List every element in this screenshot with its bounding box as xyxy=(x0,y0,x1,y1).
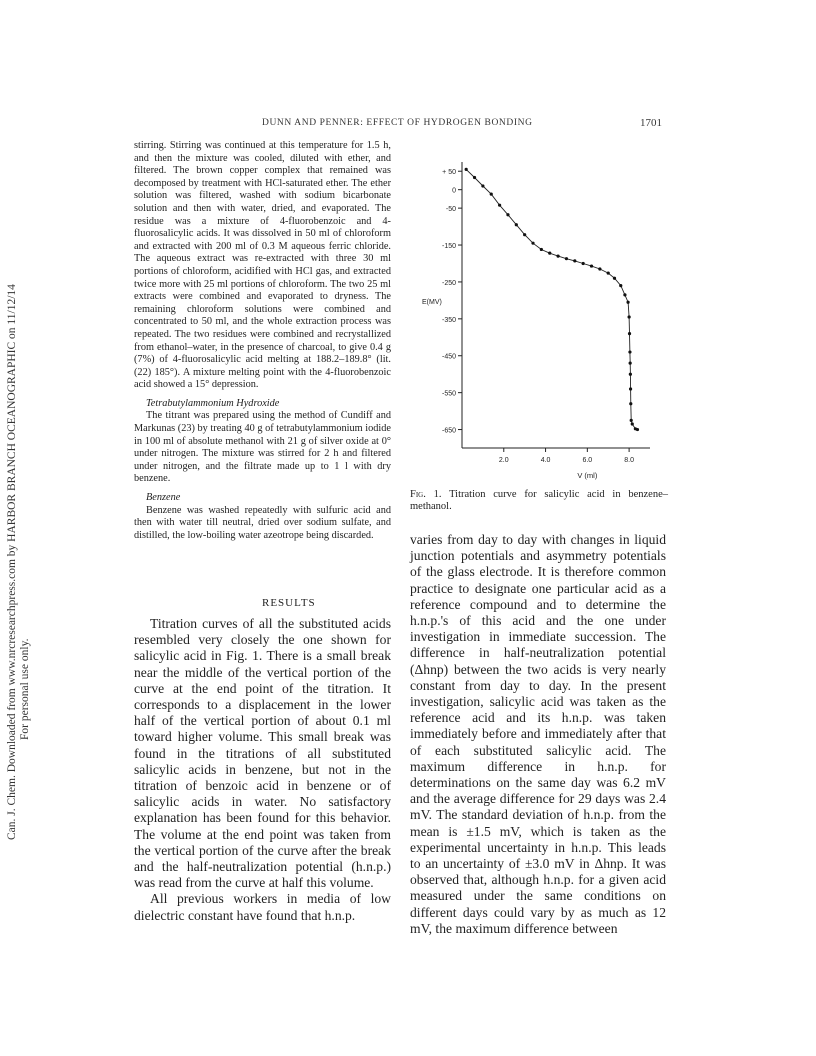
titrant-paragraph: The titrant was prepared using the method of Cundiff and Markunas (23) by treating 40 g of tetrabutylammonium iodide in 100 ml of absolute methanol with 21 g of silver oxide at 0° under nitrogen. The mixture was stirred for 2 h and filtered under nitrogen, and the filtrate made up to 1 l with dry benzene. xyxy=(134,410,391,485)
right-column xyxy=(410,532,666,937)
data-point xyxy=(523,233,526,236)
y-tick-label: -250 xyxy=(441,279,456,287)
personal-use-notice: For personal use only. xyxy=(19,638,31,740)
y-tick-label: -450 xyxy=(441,353,456,361)
subhead-titrant: Tetrabutylammonium Hydroxide xyxy=(146,397,280,409)
data-point xyxy=(582,262,585,265)
y-tick-label: -350 xyxy=(441,316,456,324)
caption-label: Fig. 1. xyxy=(410,489,442,500)
right-paragraph: varies from day to day with changes in liquid junction potentials and asymmetry potentials of the glass electrode. It is therefore common practice to designate one particular acid as a reference compound and to determine the h.n.p.'s of this acid and the one under investigation in immediate succession. The difference in half-neutralization potential (Δhnp) between the two acids is very nearly constant from day to day. In the present investigation, salicylic acid was taken as the reference acid and its h.n.p. was taken immediately before and immediately after that of each substituted salicylic acid. The maximum difference in h.n.p. for determinations on the same day was 6.2 mV and the average difference for 29 days was 2.4 mV. The standard deviation of h.n.p. from the mean is ±1.5 mV, which is taken as the experimental uncertainty in h.n.p. This leads to an uncertainty of ±3.0 mV in Δhnp. It was observed that, although h.n.p. for a given acid measured under the same conditions on different days could vary by as much as 12 mV, the maximum difference between xyxy=(410,532,666,936)
results-paragraph-2: All previous workers in media of low dielectric constant have found that h.n.p. xyxy=(134,891,391,923)
x-tick-label: 6.0 xyxy=(582,457,593,464)
data-point xyxy=(490,193,493,196)
results-paragraph-1: Titration curves of all the substituted acids resembled very closely the one shown for salicylic acid in Fig. 1. There is a small break near the middle of the vertical portion of the curve at the end point of the titration. It corresponds to a displacement in the lower half of the vertical portion of about 0.1 ml toward higher volume. This small break was found in the titrations of all substituted salicylic acids in benzene, but not in the titration of benzoic acid in benzene or of salicylic acids in water. No satisfactory explanation has been found for this behavior. The volume at the end point was taken from the vertical portion of the curve after the break and the half-neutralization potential (h.n.p.) was read from the curve at half this volume. xyxy=(134,616,391,891)
caption-text: Titration curve for salicylic acid in benzene–methanol. xyxy=(410,489,668,513)
data-point xyxy=(629,362,632,365)
data-point xyxy=(498,204,501,207)
data-point xyxy=(628,315,631,318)
benzene-paragraph: Benzene was washed repeatedly with sulfuric acid and then with water till neutral, dried over sodium sulfate, and distilled, the low-boiling water azeotrope being discarded. xyxy=(134,504,391,541)
y-tick-label: 0 xyxy=(452,187,456,195)
chart-axes xyxy=(422,162,650,480)
data-point xyxy=(548,252,551,255)
data-point xyxy=(629,402,632,405)
data-point xyxy=(623,293,626,296)
data-point xyxy=(636,428,639,431)
data-point xyxy=(629,373,632,376)
x-tick-label: 4.0 xyxy=(540,457,551,464)
data-point xyxy=(628,332,631,335)
data-point xyxy=(619,284,622,287)
data-point xyxy=(473,176,476,179)
data-point xyxy=(573,259,576,262)
x-axis-label: V (ml) xyxy=(577,471,598,480)
running-head: DUNN AND PENNER: EFFECT OF HYDROGEN BONDING xyxy=(262,118,533,128)
data-point xyxy=(565,257,568,260)
data-point xyxy=(531,242,534,245)
methods-paragraph: stirring. Stirring was continued at this temperature for 1.5 h, and then the mixture was cooled, diluted with ether, and filtered. The brown copper complex that remained was decomposed by treatment with HCl-saturated ether. The ether solution was filtered, washed with sodium bicarbonate solution and then with water, dried, and evaporated. The residue was a mixture of 4-fluorobenzoic and 4-fluorosalicylic acids. It was dissolved in 50 ml of chloroform and extracted with 200 ml of 0.3 M aqueous ferric chloride. The aqueous extract was re-extracted with three 30 ml portions of chloroform, acidified with HCl gas, and extracted twice more with 25 ml portions of chloroform. The two 25 ml extracts were combined and evaporated to dryness. The remaining chloroform solutions were combined and concentrated to 50 ml, and the whole extraction process was repeated. The two residues were combined and recrystallized from ethanol–water, in the presence of charcoal, to give 0.4 g (7%) of 4-fluorosalicylic acid melting at 188.2–189.8° (lit. (22) 185°). A mixture melting point with the 4-fluorobenzoic acid showed a 15° depression. xyxy=(134,140,391,391)
data-point xyxy=(556,255,559,258)
y-tick-label: -150 xyxy=(441,243,456,251)
figure-1 xyxy=(410,152,670,482)
y-tick-label: -650 xyxy=(441,427,456,435)
data-point xyxy=(481,184,484,187)
data-point xyxy=(631,422,634,425)
titration-chart xyxy=(410,152,670,482)
data-point xyxy=(607,271,610,274)
data-point xyxy=(630,419,633,422)
page-number: 1701 xyxy=(640,117,662,129)
download-watermark xyxy=(0,140,40,840)
x-tick-label: 8.0 xyxy=(624,457,634,464)
download-notice: Can. J. Chem. Downloaded from www.nrcresearchpress.com by HARBOR BRANCH OCEANOGRAPHIC on 11/12/14 xyxy=(6,284,18,840)
y-tick-label: -50 xyxy=(445,206,456,214)
figure-caption xyxy=(410,489,668,514)
section-heading-results: RESULTS xyxy=(262,597,316,609)
data-point xyxy=(540,248,543,251)
left-top-column xyxy=(134,140,391,542)
data-point xyxy=(629,387,632,390)
data-point xyxy=(590,264,593,267)
y-tick-label: + 50 xyxy=(442,169,456,177)
data-point xyxy=(598,267,601,270)
subhead-benzene: Benzene xyxy=(146,492,181,504)
chart-marks xyxy=(465,168,639,431)
data-point xyxy=(613,277,616,280)
data-point xyxy=(628,350,631,353)
data-point xyxy=(515,223,518,226)
results-column xyxy=(134,616,391,924)
y-axis-label: E(MV) xyxy=(422,299,442,307)
y-tick-label: -550 xyxy=(441,390,456,398)
data-point xyxy=(506,213,509,216)
data-point xyxy=(465,168,468,171)
x-tick-label: 2.0 xyxy=(498,457,509,464)
titration-curve xyxy=(466,169,637,429)
data-point xyxy=(626,301,629,304)
